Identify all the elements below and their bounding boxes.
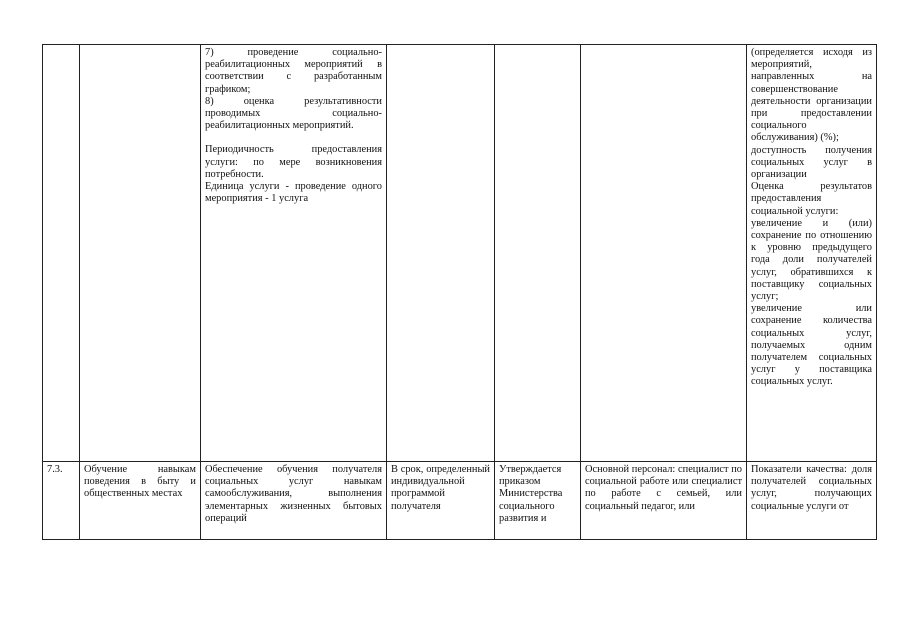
cell-quality-indicators <box>747 45 877 462</box>
cell-term: В срок, определенный индивидуальной программой получателя <box>387 462 495 540</box>
unit-text: Единица услуги - проведение одного мероприятия - 1 услуга <box>205 181 382 205</box>
quality-item: доступность получения социальных услуг в организации <box>751 144 872 181</box>
cell-number: 7.3. <box>43 462 80 540</box>
activity-item: 8) оценка результативности проводимых социально-реабилитационных мероприятий. <box>205 95 382 132</box>
cell-approval <box>495 45 581 462</box>
periodicity-text: Периодичность предоставления услуги: по мере возникновения потребности. <box>205 144 382 180</box>
quality-item: увеличение и (или) сохранение по отношению к уровню предыдущего года доли получателей услуг, обратившихся к поставщику социальных услуг; <box>751 217 872 303</box>
cell-term <box>387 45 495 462</box>
table-row <box>43 462 877 540</box>
quality-item: (определяется исходя из мероприятий, направленных на совершенствование деятельности организации при предоставлении социального обслуживания) (%); <box>751 47 872 144</box>
table-row <box>43 45 877 462</box>
quality-item: Оценка результатов предоставления социальной услуги: <box>751 181 872 217</box>
cell-personnel <box>581 45 747 462</box>
quality-item: увеличение или сохранение количества социальных услуг, получаемых одним получателем социальных услуг у поставщика социальных услуг. <box>751 303 872 388</box>
cell-number <box>43 45 80 462</box>
cell-personnel: Основной персонал: специалист по социальной работе или специалист по работе с семьей, или социальный педагог, или <box>581 462 747 540</box>
services-table <box>42 44 877 540</box>
cell-service-description <box>201 45 387 462</box>
cell-service-description: Обеспечение обучения получателя социальных услуг навыкам самообслуживания, выполнения элементарных жизненных бытовых операций <box>201 462 387 540</box>
cell-service-name: Обучение навыкам поведения в быту и общественных местах <box>80 462 201 540</box>
cell-approval: Утверждается приказом Министерства социального развития и <box>495 462 581 540</box>
activity-item: 7) проведение социально-реабилитационных мероприятий в соответствии с разработанным графиком; <box>205 47 382 95</box>
cell-quality-indicators: Показатели качества: доля получателей социальных услуг, получающих социальные услуги от <box>747 462 877 540</box>
cell-service-name <box>80 45 201 462</box>
